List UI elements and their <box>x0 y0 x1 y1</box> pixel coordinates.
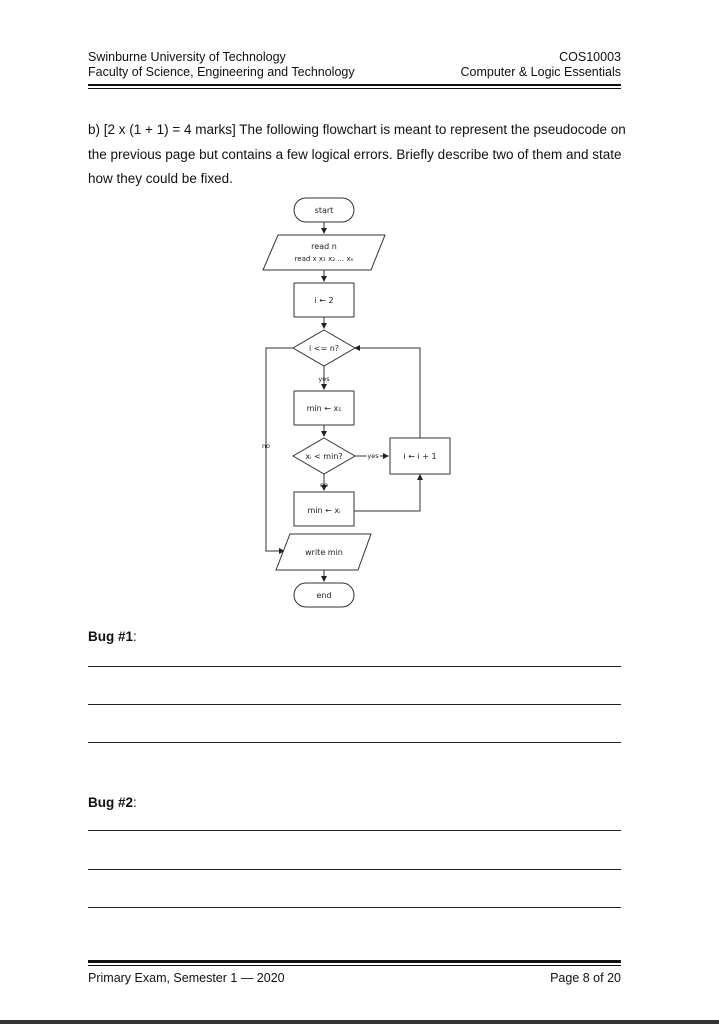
end-label: end <box>316 591 332 600</box>
bug-2-label: Bug #2: <box>88 795 137 810</box>
footer-rule-thin <box>88 965 621 966</box>
header-rule-thin <box>88 88 621 89</box>
bug-2-answer-line-2[interactable] <box>88 869 621 870</box>
footer-exam: Primary Exam, Semester 1 — 2020 <box>88 971 285 985</box>
loop-yes-label: yes <box>318 375 330 383</box>
university-name: Swinburne University of Technology <box>88 50 286 64</box>
increment-label: i ← i + 1 <box>403 452 437 461</box>
page-bottom-edge <box>0 1020 719 1024</box>
update-min-label: min ← xᵢ <box>307 506 341 515</box>
compare-label: xᵢ < min? <box>305 452 343 461</box>
read-x-label: read x x₁ x₂ … xₙ <box>294 255 354 263</box>
unit-name: Computer & Logic Essentials <box>460 65 621 79</box>
read-input-box <box>263 235 385 270</box>
bug-1-answer-line-2[interactable] <box>88 704 621 705</box>
unit-code: COS10003 <box>559 50 621 64</box>
assign-min-label: min ← x₁ <box>306 404 342 413</box>
loop-condition-label: i <= n? <box>308 344 340 353</box>
bug-1-answer-line-3[interactable] <box>88 742 621 743</box>
bug-2-answer-line-1[interactable] <box>88 830 621 831</box>
compare-yes-label: yes <box>367 452 379 460</box>
loop-no-label: no <box>261 442 271 450</box>
faculty-name: Faculty of Science, Engineering and Technology <box>88 65 355 79</box>
header-right <box>461 50 622 80</box>
flowchart <box>248 193 468 613</box>
bug-2-answer-line-3[interactable] <box>88 907 621 908</box>
header-rule-thick <box>88 84 621 86</box>
footer-page-number: Page 8 of 20 <box>550 971 621 985</box>
header-left <box>88 50 355 80</box>
question-text: b) [2 x (1 + 1) = 4 marks] The following flowchart is meant to represent the pseudocode on the previous page but contains a few logical errors. Briefly describe two of them and state how they could be fixed. <box>88 122 626 186</box>
read-n-label: read n <box>311 242 337 251</box>
compare-no-label: no <box>319 481 329 489</box>
bug-1-answer-line-1[interactable] <box>88 666 621 667</box>
footer-rule-thick <box>88 960 621 963</box>
bug-1-label: Bug #1: <box>88 629 137 644</box>
start-label: start <box>314 206 334 215</box>
init-label: i ← 2 <box>314 296 334 305</box>
write-label: write min <box>305 548 343 557</box>
